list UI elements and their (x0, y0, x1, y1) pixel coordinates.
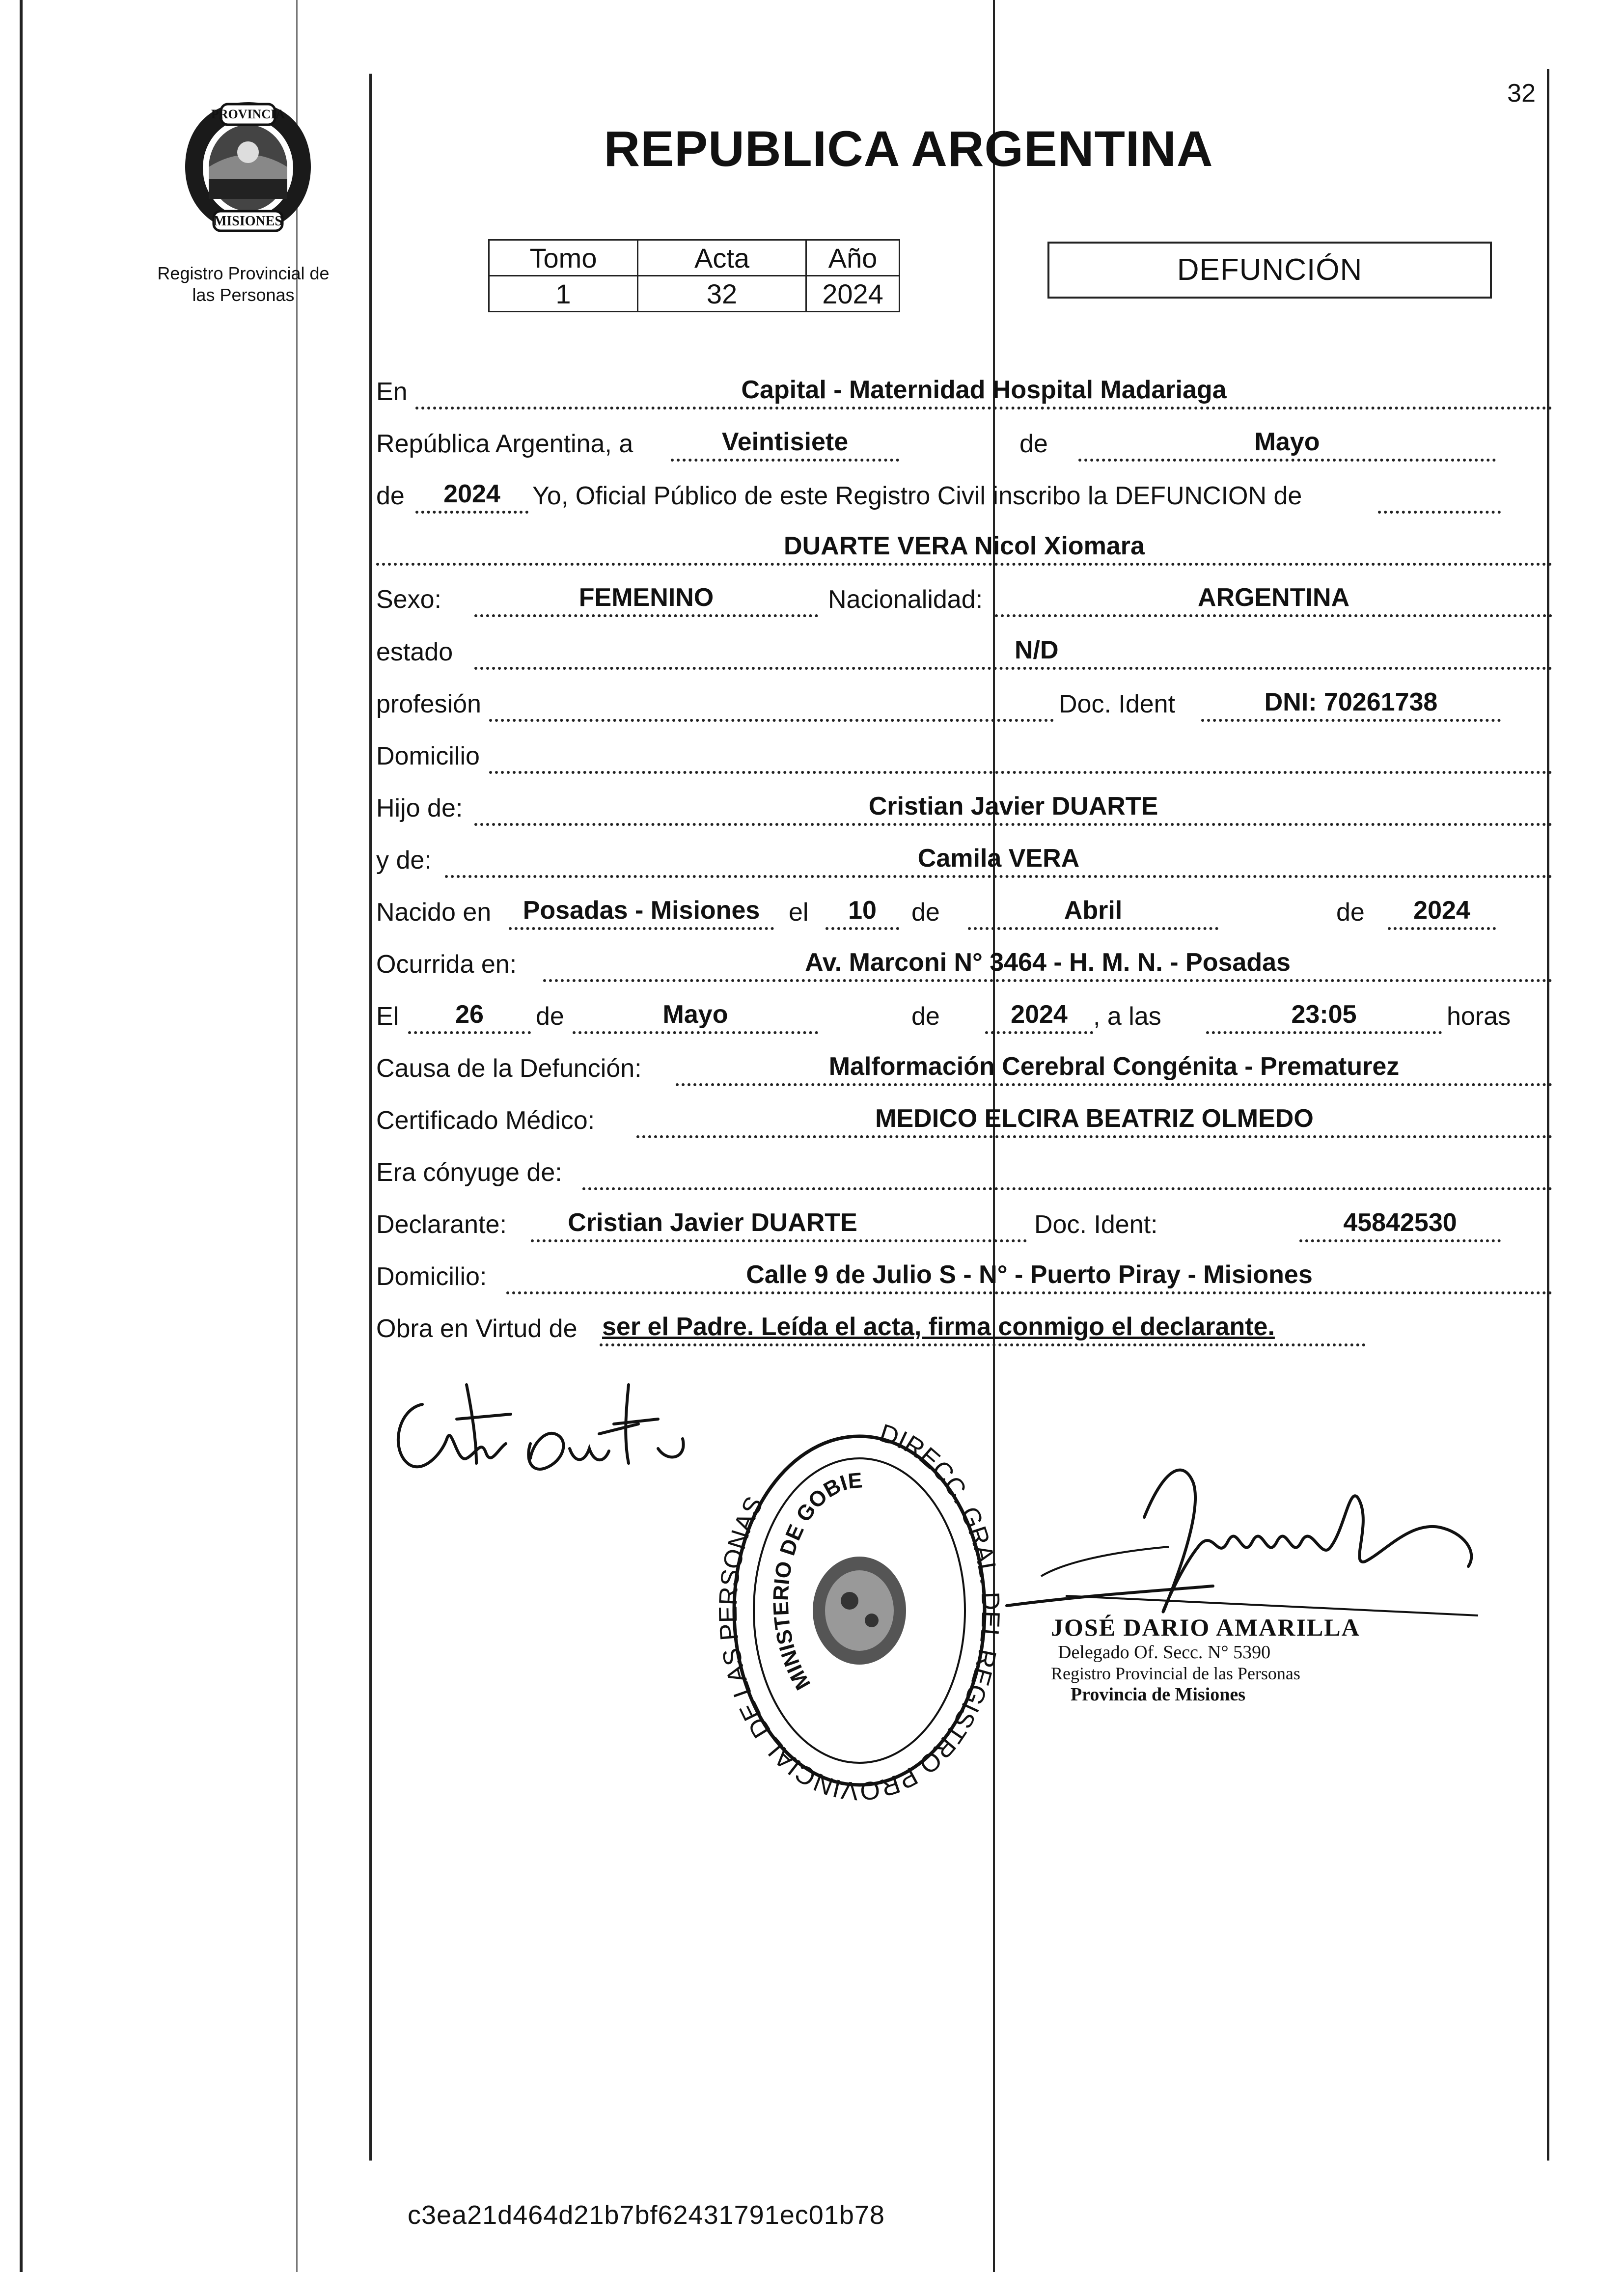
value-dia: Veintisiete (721, 428, 849, 456)
record-type-box: DEFUNCIÓN (1047, 242, 1492, 299)
form-left-line (369, 74, 372, 2161)
record-table-value-anio: 2024 (806, 276, 900, 312)
dotted-line (543, 979, 1552, 982)
value-domicilio-declarante: Calle 9 de Julio S - N° - Puerto Piray - Misiones (746, 1260, 1313, 1289)
document-hash: c3ea21d464d21b7bf62431791ec01b78 (408, 2200, 885, 2230)
row-madre (376, 833, 1552, 880)
row-declarante (376, 1197, 1552, 1244)
record-table-value-acta: 32 (638, 276, 806, 312)
row-ocurrida (376, 937, 1552, 984)
value-dia-defuncion: 26 (455, 1000, 484, 1029)
value-estado: N/D (1015, 636, 1059, 664)
value-causa: Malformación Cerebral Congénita - Prematurez (828, 1052, 1400, 1081)
value-mes: Mayo (1254, 428, 1320, 456)
value-declarante: Cristian Javier DUARTE (568, 1208, 857, 1237)
value-lugar-nacimiento: Posadas - Misiones (523, 896, 760, 925)
dotted-line (415, 407, 1552, 410)
record-table-header-row (489, 240, 900, 276)
label-estado: estado (376, 638, 453, 666)
label-certificado: Certificado Médico: (376, 1106, 595, 1135)
dotted-line (474, 614, 818, 617)
label-sexo: Sexo: (376, 585, 441, 614)
record-table (488, 239, 900, 312)
row-fecha-inscripcion (376, 416, 1552, 464)
row-nombre (376, 520, 1552, 568)
left-margin-line (20, 0, 23, 2272)
value-doc-ident: DNI: 70261738 (1264, 688, 1438, 716)
label-domicilio: Domicilio (376, 742, 480, 770)
dotted-line (408, 1031, 531, 1034)
row-en (376, 364, 1552, 411)
dotted-line (995, 614, 1552, 617)
registry-line-2: las Personas (192, 285, 295, 305)
row-estado (376, 625, 1552, 672)
oval-outer-text: DIRECC. GRAL. DEL REGISTRO PROVINCIAL DE LAS PERSONAS (714, 1419, 1005, 1806)
declarant-signature (383, 1365, 697, 1493)
label-de: de (1019, 430, 1048, 458)
value-anio-nacimiento: 2024 (1413, 896, 1470, 925)
row-obra (376, 1301, 1552, 1348)
label-declarante: Declarante: (376, 1210, 507, 1239)
dotted-line (826, 927, 899, 930)
value-nombre-fallecido: DUARTE VERA Nicol Xiomara (784, 532, 1145, 560)
value-hora: 23:05 (1291, 1000, 1357, 1029)
dotted-line (582, 1187, 1552, 1190)
dotted-line (509, 927, 774, 930)
label-obra: Obra en Virtud de (376, 1314, 578, 1343)
record-table-value-row (489, 276, 900, 312)
value-certificado: MEDICO ELCIRA BEATRIZ OLMEDO (875, 1104, 1314, 1133)
record-table-value-tomo: 1 (489, 276, 638, 312)
svg-text:MISIONES: MISIONES (213, 214, 283, 229)
provincial-seal-logo (174, 93, 322, 241)
dotted-line (1206, 1031, 1442, 1034)
label-a-las: , a las (1093, 1002, 1161, 1031)
label-hijo: Hijo de: (376, 794, 463, 822)
dotted-line (376, 563, 1552, 566)
dotted-line (1388, 927, 1496, 930)
dotted-line (445, 875, 1552, 878)
official-signature (1007, 1449, 1498, 1625)
dotted-line (489, 771, 1552, 774)
label-profesion: profesión (376, 690, 481, 718)
dotted-line (600, 1343, 1366, 1346)
dotted-line (474, 823, 1552, 826)
label-ocurrida: Ocurrida en: (376, 950, 517, 979)
value-ocurrida: Av. Marconi N° 3464 - H. M. N. - Posadas (805, 948, 1291, 977)
dotted-line (636, 1135, 1552, 1138)
row-hijo (376, 781, 1552, 828)
value-obra: ser el Padre. Leída el acta, firma conmigo el declarante. (602, 1313, 1275, 1341)
official-registry: Registro Provincial de las Personas (1051, 1664, 1300, 1683)
value-anio: 2024 (443, 480, 500, 508)
label-declarante-doc: Doc. Ident: (1034, 1210, 1158, 1239)
value-nacionalidad: ARGENTINA (1197, 583, 1350, 612)
dotted-line (676, 1083, 1552, 1086)
value-madre: Camila VERA (917, 844, 1080, 873)
value-lugar: Capital - Maternidad Hospital Madariaga (741, 376, 1227, 404)
label-de-anio: de (376, 482, 405, 510)
label-nacionalidad: Nacionalidad: (828, 585, 983, 614)
dotted-line (415, 511, 528, 514)
label-y-de: y de: (376, 846, 432, 875)
label-de-anio-defuncion: de (911, 1002, 940, 1031)
oval-inner-text: MINISTERIO DE GOBIERNO (713, 1405, 864, 1694)
official-title: Delegado Of. Secc. N° 5390 (1058, 1642, 1271, 1663)
label-de-mes-defuncion: de (536, 1002, 564, 1031)
row-causa (376, 1041, 1552, 1088)
label-de-mes: de (911, 898, 940, 927)
dotted-line (531, 1239, 1027, 1242)
value-anio-defuncion: 2024 (1011, 1000, 1068, 1029)
row-sexo (376, 572, 1552, 619)
dotted-line (1299, 1239, 1501, 1242)
dotted-line (671, 459, 899, 462)
registry-guide-line (296, 0, 298, 2272)
row-certificado (376, 1093, 1552, 1140)
official-province: Provincia de Misiones (1071, 1684, 1246, 1705)
page-title: REPUBLICA ARGENTINA (604, 121, 1213, 177)
dotted-line (573, 1031, 818, 1034)
dotted-line (1078, 459, 1496, 462)
svg-text:PROVINCIA: PROVINCIA (211, 107, 285, 121)
row-fecha-defuncion (376, 989, 1552, 1036)
label-republica: República Argentina, a (376, 430, 633, 458)
official-stamp-block (1051, 1613, 1493, 1705)
dotted-line (506, 1291, 1552, 1294)
registry-caption (156, 263, 330, 306)
label-doc-ident: Doc. Ident (1059, 690, 1176, 718)
registry-line-1: Registro Provincial de (157, 263, 330, 283)
label-conyuge: Era cónyuge de: (376, 1158, 562, 1187)
row-domicilio (376, 729, 1552, 776)
record-table-header-tomo: Tomo (489, 240, 638, 276)
value-dia-nacimiento: 10 (848, 896, 877, 925)
label-horas: horas (1447, 1002, 1511, 1031)
dotted-line (968, 927, 1218, 930)
official-name: JOSÉ DARIO AMARILLA (1051, 1614, 1360, 1641)
value-mes-nacimiento: Abril (1064, 896, 1123, 925)
value-mes-defuncion: Mayo (662, 1000, 728, 1029)
value-padre: Cristian Javier DUARTE (868, 792, 1158, 821)
dotted-line (489, 719, 1054, 722)
page-number: 32 (1507, 79, 1536, 108)
row-domicilio-declarante (376, 1249, 1552, 1296)
value-declarante-doc: 45842530 (1343, 1208, 1457, 1237)
label-domicilio-declarante: Domicilio: (376, 1262, 487, 1291)
row-profesion (376, 677, 1552, 724)
label-en: En (376, 378, 408, 406)
official-oval-stamp (713, 1405, 1005, 1806)
dotted-line (1378, 511, 1501, 514)
label-nacido-en: Nacido en (376, 898, 492, 927)
dotted-line (985, 1031, 1093, 1034)
label-el: el (789, 898, 809, 927)
label-de-anio-nacimiento: de (1336, 898, 1365, 927)
record-table-header-anio: Año (806, 240, 900, 276)
row-conyuge (376, 1145, 1552, 1192)
label-causa: Causa de la Defunción: (376, 1054, 642, 1083)
value-sexo: FEMENINO (578, 583, 714, 612)
dotted-line (474, 667, 1552, 670)
dotted-line (1201, 719, 1501, 722)
row-nacimiento (376, 885, 1552, 932)
inscribo-text: Yo, Oficial Público de este Registro Civil inscribo la DEFUNCION de (532, 482, 1302, 510)
record-table-header-acta: Acta (638, 240, 806, 276)
label-el-fecha: El (376, 1002, 399, 1031)
row-inscribo (376, 468, 1552, 516)
